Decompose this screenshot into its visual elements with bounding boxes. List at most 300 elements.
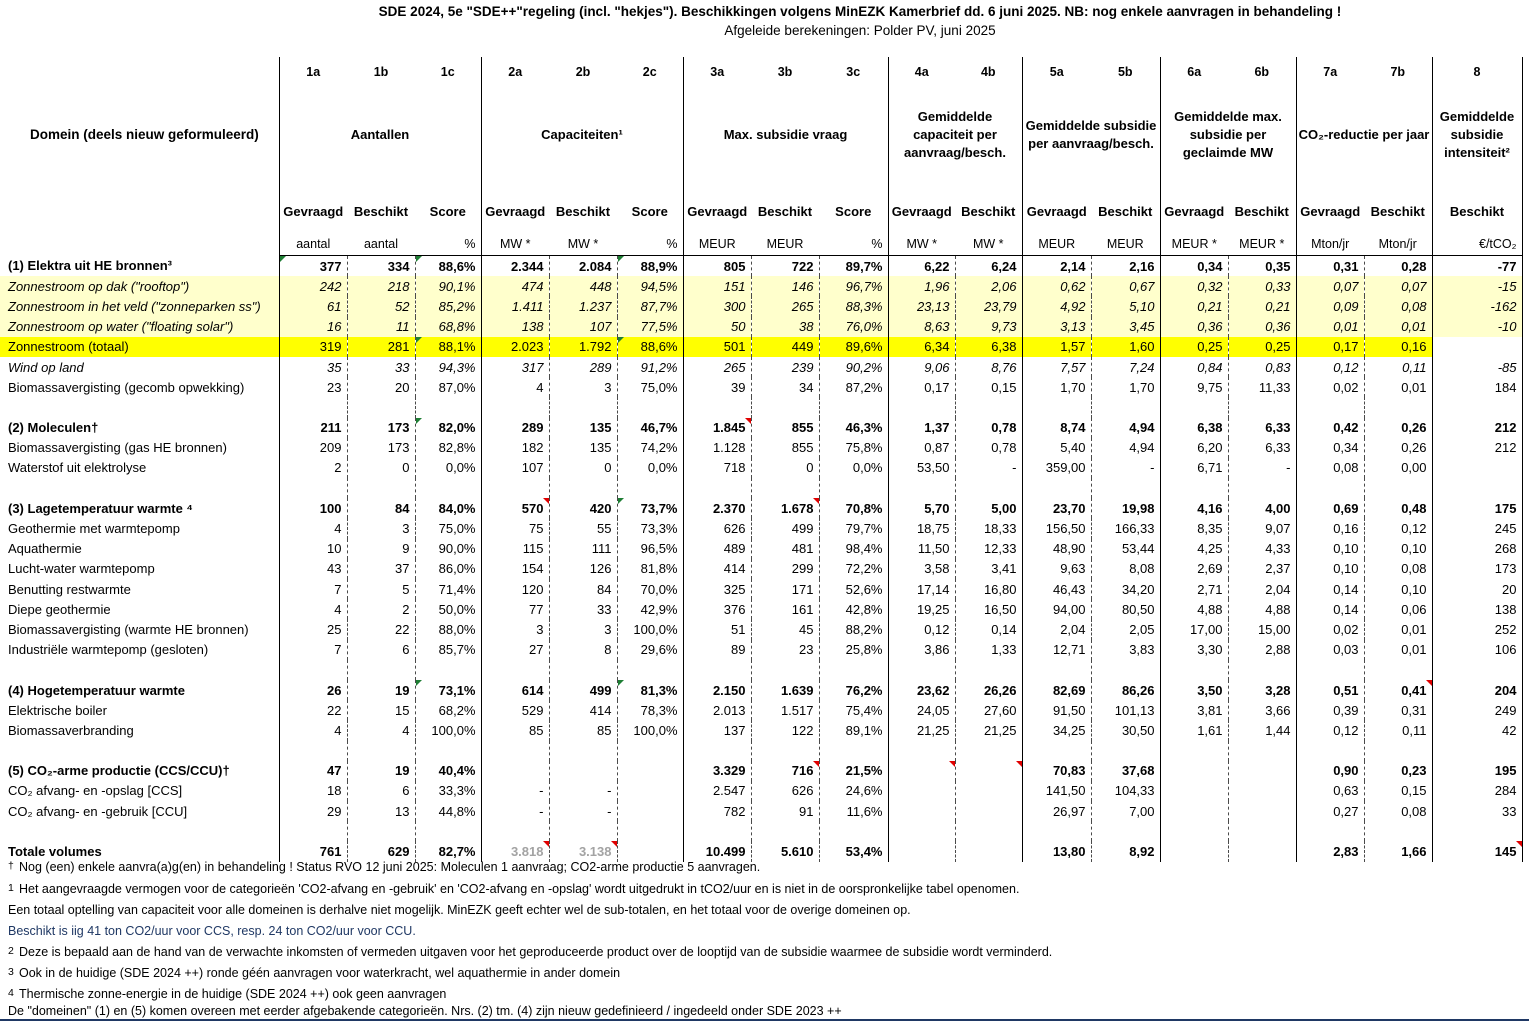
data-cell[interactable] [1364,821,1432,841]
data-cell[interactable]: 4 [279,518,347,538]
data-cell[interactable]: 9 [347,539,415,559]
row-label[interactable]: Zonnestroom (totaal) [0,337,279,357]
data-cell[interactable]: 88,3% [819,296,888,316]
data-cell[interactable] [1160,761,1228,781]
column-letter[interactable]: 8 [1432,57,1522,87]
data-cell[interactable]: 3.818 [481,841,549,861]
data-cell[interactable]: 4 [279,720,347,740]
data-cell[interactable] [955,660,1022,680]
data-cell[interactable]: 359,00 [1022,458,1091,478]
data-cell[interactable]: 156,50 [1022,518,1091,538]
column-subheader[interactable]: Beschikt [1098,203,1153,219]
data-cell[interactable]: 10.499 [683,841,751,861]
data-cell[interactable]: 68,8% [415,317,481,337]
data-cell[interactable]: 300 [683,296,751,316]
data-cell[interactable]: -85 [1432,357,1522,377]
data-cell[interactable]: 6,34 [888,337,955,357]
data-cell[interactable] [481,821,549,841]
data-cell[interactable]: 21,25 [955,720,1022,740]
data-cell[interactable]: 0,08 [1296,458,1364,478]
data-cell[interactable] [1022,478,1091,498]
data-cell[interactable]: 7,24 [1091,357,1160,377]
data-cell[interactable]: 55 [549,518,617,538]
data-cell[interactable]: 0,78 [955,418,1022,438]
data-cell[interactable]: 4,94 [1091,438,1160,458]
data-cell[interactable]: 1,60 [1091,337,1160,357]
data-cell[interactable]: 81,3% [617,680,683,700]
data-cell[interactable]: 18,75 [888,518,955,538]
data-cell[interactable]: 126 [549,559,617,579]
data-cell[interactable]: 4,94 [1091,418,1160,438]
data-cell[interactable]: 0,11 [1364,720,1432,740]
data-cell[interactable]: 529 [481,700,549,720]
column-subheader[interactable]: Beschikt [1432,197,1522,225]
data-cell[interactable]: 4 [347,720,415,740]
data-cell[interactable]: 88,6% [415,256,481,277]
data-cell[interactable]: 85 [549,720,617,740]
data-cell[interactable]: 718 [683,458,751,478]
data-cell[interactable]: 0,34 [1160,256,1228,277]
data-cell[interactable]: 182 [481,438,549,458]
data-cell[interactable]: 40,4% [415,761,481,781]
data-cell[interactable]: 0,41 [1364,680,1432,700]
data-cell[interactable]: 0,14 [955,619,1022,639]
data-cell[interactable] [955,841,1022,861]
data-cell[interactable]: 0,17 [888,377,955,397]
row-label[interactable]: Zonnestroom op dak ("rooftop") [0,276,279,296]
data-cell[interactable]: 37,68 [1091,761,1160,781]
data-cell[interactable]: 4,16 [1160,498,1228,518]
data-cell[interactable] [617,761,683,781]
data-cell[interactable]: 1,57 [1022,337,1091,357]
data-cell[interactable]: 0,00 [1364,458,1432,478]
column-unit[interactable]: €/tCO₂ [1432,225,1522,256]
data-cell[interactable]: 52,6% [819,579,888,599]
data-cell[interactable]: 42 [1432,720,1522,740]
data-cell[interactable]: 46,3% [819,418,888,438]
data-cell[interactable]: 281 [347,337,415,357]
data-cell[interactable]: 0,09 [1296,296,1364,316]
data-cell[interactable]: 98,4% [819,539,888,559]
data-cell[interactable]: 2.150 [683,680,751,700]
data-cell[interactable] [617,741,683,761]
data-cell[interactable]: 16,80 [955,579,1022,599]
data-cell[interactable]: 0,25 [1228,337,1296,357]
data-cell[interactable]: 23 [751,640,819,660]
data-cell[interactable]: 2.547 [683,781,751,801]
data-cell[interactable]: 614 [481,680,549,700]
data-cell[interactable] [751,660,819,680]
data-cell[interactable]: 782 [683,801,751,821]
data-cell[interactable]: 2,69 [1160,559,1228,579]
data-cell[interactable]: 761 [279,841,347,861]
column-group-header[interactable]: Gemiddelde subsidie per aanvraag/besch. [1022,87,1160,197]
data-cell[interactable]: 6 [347,781,415,801]
column-subheader[interactable]: Gevraagd [279,197,347,225]
row-label[interactable]: (5) CO₂-arme productie (CCS/CCU)† [8,763,230,779]
data-cell[interactable]: 0,12 [888,619,955,639]
data-cell[interactable]: 212 [1432,438,1522,458]
data-cell[interactable] [1228,801,1296,821]
data-cell[interactable]: 42,9% [617,599,683,619]
data-cell[interactable]: 239 [751,357,819,377]
data-cell[interactable] [1228,397,1296,417]
data-cell[interactable]: 48,90 [1022,539,1091,559]
data-cell[interactable]: 1.639 [751,680,819,700]
column-group-header[interactable]: Capaciteiten¹ [481,87,683,197]
data-cell[interactable] [347,821,415,841]
data-cell[interactable] [617,801,683,821]
data-cell[interactable]: 82,7% [415,841,481,861]
row-label[interactable] [0,821,279,841]
data-cell[interactable] [888,801,955,821]
data-cell[interactable]: 82,0% [415,418,481,438]
column-letter[interactable]: 3a [683,57,751,87]
data-cell[interactable]: 289 [549,357,617,377]
data-cell[interactable]: 17,14 [888,579,955,599]
data-cell[interactable]: 138 [1432,599,1522,619]
data-cell[interactable]: 23 [279,377,347,397]
data-cell[interactable]: 414 [549,700,617,720]
data-cell[interactable]: 0,36 [1160,317,1228,337]
data-cell[interactable] [415,478,481,498]
data-cell[interactable]: 100,0% [617,619,683,639]
data-cell[interactable]: 3,50 [1160,680,1228,700]
data-cell[interactable]: 53,44 [1091,539,1160,559]
data-cell[interactable]: 47 [279,761,347,781]
data-cell[interactable] [683,821,751,841]
row-label[interactable]: Zonnestroom in het veld ("zonneparken ss") [0,296,279,316]
column-subheader[interactable]: Beschikt [555,203,611,219]
data-cell[interactable] [1432,337,1522,357]
data-cell[interactable]: 39 [683,377,751,397]
data-cell[interactable]: 4 [481,377,549,397]
data-cell[interactable]: 44,8% [415,801,481,821]
data-cell[interactable] [1364,397,1432,417]
data-cell[interactable]: 141,50 [1022,781,1091,801]
data-cell[interactable]: 91,50 [1022,700,1091,720]
data-cell[interactable]: 855 [751,418,819,438]
data-cell[interactable]: 0 [751,458,819,478]
data-cell[interactable] [279,741,347,761]
data-cell[interactable]: 23,70 [1022,498,1091,518]
row-label[interactable]: Biomassaverbranding [8,722,134,738]
row-label[interactable]: (2) Moleculen† [8,420,99,436]
data-cell[interactable]: 2,14 [1022,256,1091,277]
domain-subheader-spacer[interactable] [0,197,279,225]
data-cell[interactable]: 4,00 [1228,498,1296,518]
row-label[interactable] [0,660,279,680]
row-label[interactable]: Benutting restwarmte [8,581,131,597]
data-cell[interactable]: 289 [481,418,549,438]
data-cell[interactable]: 0,51 [1296,680,1364,700]
data-cell[interactable]: 2,04 [1228,579,1296,599]
data-cell[interactable]: 8,08 [1091,559,1160,579]
data-cell[interactable]: 0,34 [1296,438,1364,458]
data-cell[interactable] [1160,821,1228,841]
column-unit[interactable]: % [415,225,481,256]
row-label[interactable]: (1) Elektra uit HE bronnen³ [8,258,172,274]
column-unit[interactable]: MEUR [1091,225,1160,256]
row-label[interactable] [0,397,279,417]
row-label[interactable]: Zonnestroom op water ("floating solar") [0,317,279,337]
row-label[interactable] [0,478,279,498]
data-cell[interactable]: 0,21 [1228,296,1296,316]
column-unit[interactable]: MEUR * [1228,225,1296,256]
data-cell[interactable]: 0,21 [1160,296,1228,316]
data-cell[interactable]: 21,25 [888,720,955,740]
data-cell[interactable]: 11,33 [1228,377,1296,397]
data-cell[interactable]: 334 [347,256,415,277]
data-cell[interactable]: 18 [279,781,347,801]
data-cell[interactable]: 77,5% [617,317,683,337]
data-cell[interactable]: 75,0% [617,377,683,397]
column-subheader[interactable]: Gevraagd [1160,197,1228,225]
data-cell[interactable] [1228,478,1296,498]
data-cell[interactable] [751,821,819,841]
data-cell[interactable] [955,478,1022,498]
data-cell[interactable]: 145 [1432,841,1522,861]
data-cell[interactable]: 3,30 [1160,640,1228,660]
data-cell[interactable]: 94,00 [1022,599,1091,619]
data-cell[interactable]: 84 [347,498,415,518]
column-letter[interactable]: 1c [440,65,455,79]
data-cell[interactable]: 25 [279,619,347,639]
data-cell[interactable]: 38 [751,317,819,337]
data-cell[interactable] [751,741,819,761]
column-subheader[interactable]: Beschikt [757,203,813,219]
data-cell[interactable]: 2,37 [1228,559,1296,579]
data-cell[interactable]: 626 [751,781,819,801]
column-group-header[interactable]: Gemiddelde subsidie intensiteit² [1432,87,1522,197]
data-cell[interactable]: 71,4% [415,579,481,599]
data-cell[interactable]: 722 [751,256,819,277]
data-cell[interactable]: 7,00 [1091,801,1160,821]
data-cell[interactable]: -10 [1432,317,1522,337]
data-cell[interactable] [549,821,617,841]
data-cell[interactable]: 1,70 [1091,377,1160,397]
data-cell[interactable]: 449 [751,337,819,357]
data-cell[interactable] [481,397,549,417]
data-cell[interactable]: 0,02 [1296,377,1364,397]
data-cell[interactable]: 68,2% [415,700,481,720]
data-cell[interactable] [819,660,888,680]
data-cell[interactable] [955,761,1022,781]
data-cell[interactable]: 0,01 [1364,619,1432,639]
data-cell[interactable]: 101,13 [1091,700,1160,720]
data-cell[interactable]: 84 [549,579,617,599]
data-cell[interactable]: 9,75 [1160,377,1228,397]
data-cell[interactable]: 90,0% [415,539,481,559]
data-cell[interactable] [617,660,683,680]
data-cell[interactable]: 1.128 [683,438,751,458]
data-cell[interactable] [1228,781,1296,801]
data-cell[interactable] [481,761,549,781]
data-cell[interactable]: 91 [751,801,819,821]
column-letter[interactable]: 1b [373,65,389,79]
data-cell[interactable]: 626 [683,518,751,538]
data-cell[interactable]: 53,4% [819,841,888,861]
row-label[interactable]: Diepe geothermie [8,601,111,617]
data-cell[interactable] [1432,478,1522,498]
data-cell[interactable]: 37 [347,559,415,579]
data-cell[interactable] [279,821,347,841]
data-cell[interactable] [549,660,617,680]
data-cell[interactable]: 0,31 [1296,256,1364,277]
data-cell[interactable]: 3,28 [1228,680,1296,700]
data-cell[interactable]: 218 [347,276,415,296]
data-cell[interactable]: 104,33 [1091,781,1160,801]
data-cell[interactable]: 27,60 [955,700,1022,720]
data-cell[interactable]: 3,66 [1228,700,1296,720]
column-unit[interactable]: MW * [888,225,955,256]
data-cell[interactable]: 120 [481,579,549,599]
data-cell[interactable]: - [1091,458,1160,478]
data-cell[interactable]: 5,70 [888,498,955,518]
data-cell[interactable]: 76,2% [819,680,888,700]
data-cell[interactable]: 70,0% [617,579,683,599]
data-cell[interactable]: 6,71 [1160,458,1228,478]
data-cell[interactable]: 151 [683,276,751,296]
data-cell[interactable] [617,478,683,498]
column-subheader[interactable]: Score [429,203,466,219]
data-cell[interactable] [751,397,819,417]
data-cell[interactable]: 6,20 [1160,438,1228,458]
column-subheader[interactable]: Gevraagd [1022,197,1091,225]
data-cell[interactable]: 12,71 [1022,640,1091,660]
data-cell[interactable]: - [1228,458,1296,478]
data-cell[interactable]: 0,27 [1296,801,1364,821]
data-cell[interactable]: 115 [481,539,549,559]
data-cell[interactable] [888,761,955,781]
data-cell[interactable]: 88,2% [819,619,888,639]
data-cell[interactable] [888,821,955,841]
domain-column-header[interactable]: Domein (deels nieuw geformuleerd) [30,127,259,142]
data-cell[interactable] [549,761,617,781]
data-cell[interactable]: 0,33 [1228,276,1296,296]
data-cell[interactable]: 805 [683,256,751,277]
data-cell[interactable] [888,478,955,498]
data-cell[interactable]: 7 [279,640,347,660]
data-cell[interactable]: 3 [549,619,617,639]
data-cell[interactable]: 84,0% [415,498,481,518]
data-cell[interactable] [1160,397,1228,417]
data-cell[interactable]: 2,71 [1160,579,1228,599]
data-cell[interactable]: 89,1% [819,720,888,740]
data-cell[interactable]: 0,10 [1364,579,1432,599]
data-cell[interactable] [1432,458,1522,478]
column-unit[interactable]: % [617,225,683,256]
data-cell[interactable]: 107 [549,317,617,337]
row-label[interactable]: Lucht-water warmtepomp [8,561,155,577]
column-subheader[interactable]: Beschikt [1370,203,1425,219]
data-cell[interactable]: 27 [481,640,549,660]
data-cell[interactable]: 3 [347,518,415,538]
row-label[interactable]: (4) Hogetemperatuur warmte [8,682,185,698]
data-cell[interactable]: 42,8% [819,599,888,619]
data-cell[interactable] [481,478,549,498]
data-cell[interactable]: 3,45 [1091,317,1160,337]
data-cell[interactable]: 85 [481,720,549,740]
data-cell[interactable]: 87,0% [415,377,481,397]
data-cell[interactable]: 3,41 [955,559,1022,579]
data-cell[interactable]: 3 [549,377,617,397]
data-cell[interactable]: - [481,781,549,801]
data-cell[interactable]: 4,88 [1160,599,1228,619]
data-cell[interactable]: 0,67 [1091,276,1160,296]
data-cell[interactable] [751,478,819,498]
data-cell[interactable]: 1,33 [955,640,1022,660]
data-cell[interactable]: 8,92 [1091,841,1160,861]
data-cell[interactable]: 19,25 [888,599,955,619]
data-cell[interactable]: 13 [347,801,415,821]
data-cell[interactable]: 195 [1432,761,1522,781]
data-cell[interactable]: 70,8% [819,498,888,518]
column-group-header[interactable]: CO₂-reductie per jaar [1296,87,1432,197]
data-cell[interactable]: 0,12 [1296,720,1364,740]
data-cell[interactable]: 0,26 [1364,438,1432,458]
data-cell[interactable]: 0,39 [1296,700,1364,720]
data-cell[interactable]: 10 [279,539,347,559]
data-cell[interactable]: 3,13 [1022,317,1091,337]
data-cell[interactable]: 1.845 [683,418,751,438]
data-cell[interactable]: 8,63 [888,317,955,337]
data-cell[interactable]: 0 [347,458,415,478]
column-letter[interactable]: 6b [1254,65,1270,79]
data-cell[interactable]: 79,7% [819,518,888,538]
data-cell[interactable]: 249 [1432,700,1522,720]
data-cell[interactable] [549,397,617,417]
data-cell[interactable] [683,478,751,498]
data-cell[interactable] [1432,741,1522,761]
data-cell[interactable]: 0,32 [1160,276,1228,296]
data-cell[interactable]: 1.411 [481,296,549,316]
column-letter[interactable]: 7a [1296,57,1364,87]
data-cell[interactable]: 0,0% [415,458,481,478]
data-cell[interactable] [347,660,415,680]
data-cell[interactable]: 20 [347,377,415,397]
data-cell[interactable]: 0,07 [1364,276,1432,296]
data-cell[interactable]: 88,9% [617,256,683,277]
data-cell[interactable]: 75 [481,518,549,538]
data-cell[interactable]: 2 [347,599,415,619]
data-cell[interactable]: 161 [751,599,819,619]
data-cell[interactable] [1091,397,1160,417]
data-cell[interactable] [415,660,481,680]
data-cell[interactable]: 0,03 [1296,640,1364,660]
data-cell[interactable]: 1.237 [549,296,617,316]
data-cell[interactable]: 171 [751,579,819,599]
data-cell[interactable]: 6,38 [955,337,1022,357]
data-cell[interactable]: 0,16 [1296,518,1364,538]
data-cell[interactable] [955,397,1022,417]
column-subheader[interactable]: Gevraagd [888,197,955,225]
data-cell[interactable]: - [549,781,617,801]
column-group-header[interactable]: Gemiddelde max. subsidie per geclaimde MW [1160,87,1296,197]
data-cell[interactable]: 34,25 [1022,720,1091,740]
column-letter[interactable]: 7b [1390,65,1406,79]
data-cell[interactable] [481,660,549,680]
column-letter[interactable]: 3c [846,65,861,79]
data-cell[interactable]: 73,1% [415,680,481,700]
data-cell[interactable]: 73,3% [617,518,683,538]
row-label[interactable]: Industriële warmtepomp (gesloten) [8,642,209,658]
data-cell[interactable]: 0,0% [617,458,683,478]
data-cell[interactable]: 96,7% [819,276,888,296]
data-cell[interactable] [1228,660,1296,680]
data-cell[interactable] [617,397,683,417]
data-cell[interactable]: 16 [279,317,347,337]
